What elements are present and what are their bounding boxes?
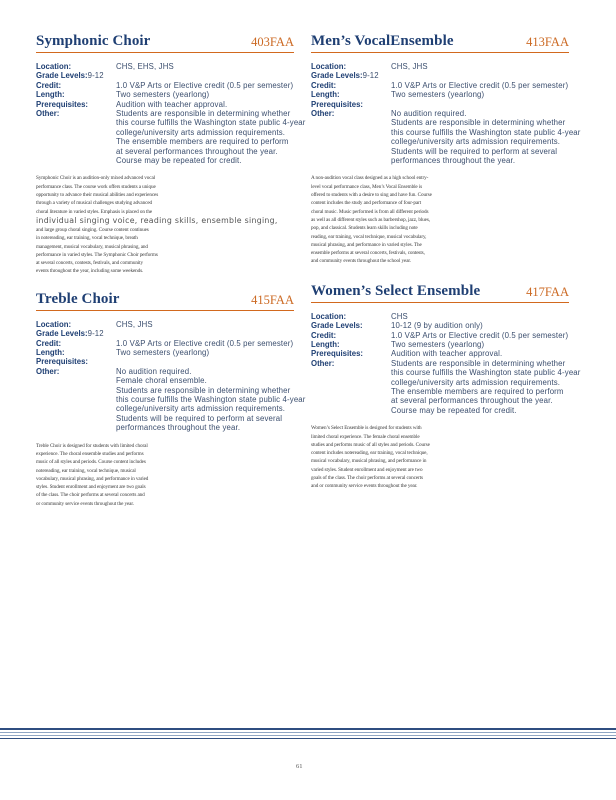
length-value: Two semesters (yearlong) [391, 339, 485, 349]
course-description [311, 174, 569, 265]
desc-line: of the class. The choir performs at several concerts and [36, 492, 145, 499]
other-line: college/university arts admission requirements. [116, 127, 286, 137]
desc-line: opportunity to advance their musical abilities and experiences [36, 192, 159, 199]
course-info [311, 311, 581, 415]
prereq-label: Prerequisites: [311, 99, 364, 109]
right-column [311, 30, 581, 491]
desc-line: in notereading, ear training, vocal technique, breath [36, 235, 138, 242]
desc-line: A non-audition vocal class designed as a high school entry- [311, 175, 429, 182]
prereq-label: Prerequisites: [36, 357, 89, 367]
desc-line: limited choral experience. The female choral ensemble [311, 433, 420, 440]
course-code: 403FAA [251, 35, 294, 49]
course-title: Symphonic Choir [36, 33, 151, 49]
location-value: CHS, JHS [391, 62, 428, 71]
course-code: 413FAA [526, 35, 569, 49]
course-treble-choir [36, 288, 306, 508]
course-title: Women’s Select Ensemble [311, 282, 481, 299]
prereq-value [391, 100, 569, 109]
course-mens-vocal-ensemble [311, 30, 581, 266]
credit-value: 1.0 V&P Arts or Elective credit (0.5 per semester) [391, 330, 569, 340]
page-number: 61 [296, 763, 303, 770]
other-value [391, 359, 581, 415]
credit-label: Credit: [311, 80, 337, 90]
course-description [36, 442, 294, 508]
other-line: No audition required. [391, 109, 467, 119]
desc-line: notereading, ear training, vocal technique, musical [36, 467, 136, 474]
location-label: Location: [36, 62, 72, 71]
desc-line: performance in varied styles. The Symphonic Choir performs [36, 251, 158, 258]
other-line: The ensemble members are required to perform [116, 137, 289, 147]
desc-line: choral literature in varied styles. Emphasis is placed on the [36, 208, 153, 215]
course-header [311, 280, 569, 303]
desc-line: and large group choral singing. Course content continues [36, 226, 149, 233]
desc-line: varied styles. Student enrollment and enjoyment are two [311, 466, 423, 473]
other-label: Other: [311, 358, 335, 368]
other-line: Students are responsible in determining whether [116, 385, 291, 395]
desc-line: content includes notereading, ear training, vocal technique, [311, 450, 428, 457]
desc-line: level vocal performance class, Men’s Vocal Ensemble is [311, 183, 423, 190]
credit-value: 1.0 V&P Arts or Elective credit (0.5 per semester) [116, 338, 294, 348]
footer-rule [0, 738, 616, 740]
grade-value: 9-12 [87, 71, 104, 81]
location-label: Location: [36, 319, 72, 329]
desc-line: goals of the class. The choir performs at several concerts [311, 474, 423, 481]
course-symphonic-choir [36, 30, 306, 276]
desc-line: events throughout the year, including some weekends. [36, 268, 144, 275]
other-line: this course fulfills the Washington state public 4-year [116, 118, 306, 128]
course-description [36, 174, 294, 275]
desc-line: offered to students with a desire to sing and have fun. Course [311, 192, 432, 199]
footer-rule [0, 732, 616, 733]
location-label: Location: [311, 311, 347, 321]
other-line: Students are responsible in determining whether [391, 358, 566, 368]
other-label: Other: [36, 109, 60, 119]
length-label: Length: [311, 339, 340, 349]
course-code: 415FAA [251, 292, 294, 307]
location-value: CHS [391, 311, 408, 321]
prereq-value [116, 357, 294, 366]
credit-label: Credit: [311, 330, 337, 340]
grade-value: 9-12 [362, 71, 379, 81]
grade-value: 10-12 (9 by audition only) [391, 321, 483, 331]
desc-line: Treble Choir is designed for students with limited choral [36, 442, 148, 449]
footer-rule [0, 728, 616, 730]
desc-line: musical vocabulary, musical phrasing, and performance in [311, 458, 427, 465]
desc-line: as well as all different styles such as barbershop, jazz, blues, [311, 216, 430, 223]
location-label: Location: [311, 62, 347, 71]
course-title: Treble Choir [36, 290, 120, 307]
desc-line: through a variety of musical challenges studying advanced [36, 200, 153, 207]
other-line: college/university arts admission requirements. [116, 404, 286, 414]
desc-line: performance class. The course work offers students a unique [36, 183, 156, 190]
course-info [36, 319, 306, 433]
other-value [391, 109, 581, 165]
length-label: Length: [311, 90, 340, 100]
grade-label: Grade Levels: [36, 71, 88, 81]
course-header [311, 30, 569, 53]
credit-value: 1.0 V&P Arts or Elective credit (0.5 per semester) [391, 80, 569, 90]
other-line: performances throughout the year. [116, 423, 241, 433]
course-header [36, 30, 294, 53]
desc-line: Symphonic Choir is an audition-only mixed advanced vocal [36, 175, 156, 182]
desc-line: musical phrasing, and performance in varied styles. The [311, 241, 422, 248]
desc-line: pop, and classical. Students learn skills including note [311, 225, 418, 232]
other-label: Other: [311, 109, 335, 119]
desc-line: choral music. Music performed is from all different periods [311, 208, 429, 215]
desc-line: management, musical vocabulary, musical phrasing, and [36, 243, 148, 250]
left-column [36, 30, 306, 508]
course-info [311, 62, 581, 166]
length-label: Length: [36, 90, 65, 100]
grade-label: Grade Levels: [36, 329, 88, 339]
grade-value: 9-12 [87, 329, 104, 339]
length-value: Two semesters (yearlong) [116, 90, 210, 100]
desc-line: content includes the study and performance of four-part [311, 200, 422, 207]
grade-label: Grade Levels: [311, 71, 363, 81]
other-line: college/university arts admission requirements. [391, 137, 561, 147]
other-line: this course fulfills the Washington state public 4-year [116, 394, 306, 404]
other-line: Students will be required to perform at several [391, 146, 558, 156]
length-value: Two semesters (yearlong) [116, 347, 210, 357]
other-value [116, 109, 306, 165]
other-line: Female choral ensemble. [116, 376, 207, 386]
length-label: Length: [36, 347, 65, 357]
other-line: this course fulfills the Washington state public 4-year [391, 368, 581, 378]
other-line: performances throughout the year. [391, 156, 516, 166]
footer-rule [0, 735, 616, 736]
other-line: Students will be required to perform at several [116, 413, 283, 423]
credit-label: Credit: [36, 80, 62, 90]
credit-value: 1.0 V&P Arts or Elective credit (0.5 per semester) [116, 80, 294, 90]
desc-line: reading, ear training, vocal technique, musical vocabulary, [311, 233, 427, 240]
course-description [311, 424, 569, 490]
desc-line: and community events throughout the school year. [311, 258, 411, 265]
other-line: college/university arts admission requirements. [391, 377, 561, 387]
desc-line: at several concerts, contests, festivals, and community [36, 260, 144, 267]
desc-line: music of all styles and periods. Course content includes [36, 459, 146, 466]
desc-line: studies and performs music of all styles and periods. Course [311, 441, 430, 448]
other-line: The ensemble members are required to perform [391, 386, 564, 396]
grade-label: Grade Levels: [311, 321, 363, 331]
other-label: Other: [36, 366, 60, 376]
desc-line: experience. The choral ensemble studies and performs [36, 450, 144, 457]
other-line: Course may be repeated for credit. [391, 405, 517, 415]
length-value: Two semesters (yearlong) [391, 90, 485, 100]
location-value: CHS, EHS, JHS [116, 62, 174, 71]
desc-line: vocabulary, musical phrasing, and performance in varied [36, 475, 149, 482]
course-title: Men’s VocalEnsemble [311, 33, 454, 49]
other-line: Students are responsible in determining whether [116, 109, 291, 119]
course-info [36, 62, 306, 166]
desc-line: individual singing voice, reading skills, ensemble singing, [36, 215, 278, 225]
desc-line: styles. Student enrollment and enjoyment are two goals [36, 484, 146, 491]
course-header [36, 288, 294, 311]
course-womens-select-ensemble [311, 280, 581, 491]
other-line: Students are responsible in determining whether [391, 118, 566, 128]
prereq-value: Audition with teacher approval. [116, 99, 228, 109]
other-value [116, 367, 306, 433]
footer-rules [0, 728, 616, 742]
prereq-label: Prerequisites: [311, 349, 364, 359]
desc-line: and or community service events throughout the year. [311, 483, 418, 490]
other-line: at several performances throughout the year. [391, 396, 553, 406]
desc-line: Women’s Select Ensemble is designed for students with [311, 425, 422, 432]
other-line: this course fulfills the Washington state public 4-year [391, 127, 581, 137]
other-line: No audition required. [116, 366, 192, 376]
other-line: Course may be repeated for credit. [116, 156, 242, 166]
prereq-value: Audition with teacher approval. [391, 349, 503, 359]
location-value: CHS, JHS [116, 319, 153, 329]
other-line: at several performances throughout the year. [116, 146, 278, 156]
prereq-label: Prerequisites: [36, 99, 89, 109]
desc-line: or community service events throughout the year. [36, 500, 134, 507]
desc-line: ensemble performs at several concerts, festivals, contests, [311, 250, 425, 257]
course-code: 417FAA [526, 284, 569, 299]
credit-label: Credit: [36, 338, 62, 348]
